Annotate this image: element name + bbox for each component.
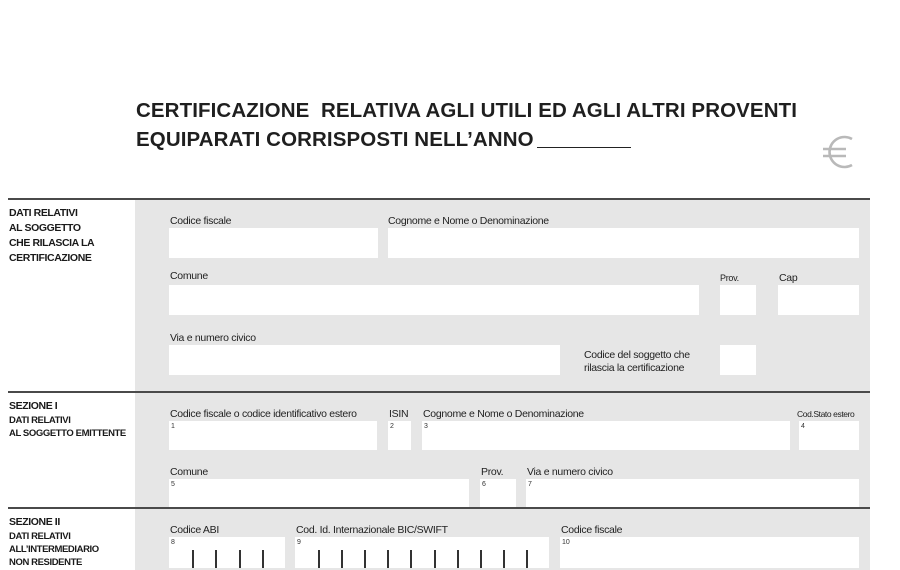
label-cognome-nome: Cognome e Nome o Denominazione [388, 215, 549, 227]
cell-separator [434, 550, 436, 568]
field-number: 4 [801, 423, 805, 430]
label-cap: Cap [779, 272, 798, 284]
label-cognome-nome-emittente: Cognome e Nome o Denominazione [423, 408, 584, 420]
input-codice-fiscale-intermediario[interactable] [560, 537, 859, 568]
input-cognome-nome-emittente[interactable] [422, 421, 790, 450]
form-title-line-1: CERTIFICAZIONE RELATIVA AGLI UTILI ED AGLI ALTRI PROVENTI [136, 99, 798, 122]
input-cognome-nome[interactable] [388, 228, 859, 258]
field-number: 5 [171, 481, 175, 488]
input-codice-abi[interactable] [169, 537, 285, 568]
cell-separator [318, 550, 320, 568]
section-issuer-label [9, 206, 94, 266]
label-isin: ISIN [389, 408, 409, 420]
cell-separator [457, 550, 459, 568]
cell-separator [239, 550, 241, 568]
field-number: 3 [424, 423, 428, 430]
input-comune[interactable] [169, 285, 699, 315]
label-codice-fiscale-intermediario: Codice fiscale [561, 524, 623, 536]
label-line: AL SOGGETTO [9, 222, 81, 234]
field-number: 9 [297, 539, 301, 546]
cell-separator [215, 550, 217, 568]
field-number: 1 [171, 423, 175, 430]
section-1-label [9, 399, 126, 440]
input-prov[interactable] [720, 285, 756, 315]
euro-icon [820, 130, 860, 174]
input-codice-fiscale-estero[interactable] [169, 421, 377, 450]
label-codice-fiscale: Codice fiscale [170, 215, 232, 227]
cell-separator [364, 550, 366, 568]
label-bic-swift: Cod. Id. Internazionale BIC/SWIFT [296, 524, 448, 536]
input-comune-emittente[interactable] [169, 479, 469, 507]
field-number: 6 [482, 481, 486, 488]
label-comune: Comune [170, 270, 208, 282]
label-line: CERTIFICAZIONE [9, 252, 92, 264]
label-codice-fiscale-estero: Codice fiscale o codice identificativo estero [170, 408, 357, 420]
cell-separator [387, 550, 389, 568]
cell-separator [262, 550, 264, 568]
input-cap[interactable] [778, 285, 859, 315]
cell-separator [192, 550, 194, 568]
input-prov-emittente[interactable] [480, 479, 516, 507]
form-title-line-2: EQUIPARATI CORRISPOSTI NELL’ANNO [136, 128, 534, 151]
field-number: 2 [390, 423, 394, 430]
label-line: DATI RELATIVI [9, 415, 71, 426]
input-cod-stato-estero[interactable] [799, 421, 859, 450]
label-prov: Prov. [720, 273, 739, 283]
cell-separator [480, 550, 482, 568]
label-codice-abi: Codice ABI [170, 524, 219, 536]
input-via[interactable] [169, 345, 560, 375]
label-codice-soggetto: Codice del soggetto che rilascia la certificazione [584, 349, 690, 374]
cell-separator [526, 550, 528, 568]
year-blank-line [537, 147, 631, 148]
field-number: 10 [562, 539, 570, 546]
input-codice-soggetto[interactable] [720, 345, 756, 375]
label-line: NON RESIDENTE [9, 557, 82, 568]
label-comune-emittente: Comune [170, 466, 208, 478]
label-line: DATI RELATIVI [9, 531, 71, 542]
section-title: SEZIONE II [9, 516, 60, 528]
label-via: Via e numero civico [170, 332, 256, 344]
label-line: ALL’INTERMEDIARIO [9, 544, 99, 555]
label-line: CHE RILASCIA LA [9, 237, 95, 249]
section-title: SEZIONE I [9, 400, 58, 412]
label-cod-stato-estero: Cod.Stato estero [797, 409, 855, 419]
input-via-emittente[interactable] [526, 479, 859, 507]
label-via-emittente: Via e numero civico [527, 466, 613, 478]
label-line: DATI RELATIVI [9, 207, 78, 219]
input-isin[interactable] [388, 421, 411, 450]
section-2-label [9, 515, 99, 569]
field-number: 7 [528, 481, 532, 488]
field-number: 8 [171, 539, 175, 546]
cell-separator [410, 550, 412, 568]
cell-separator [503, 550, 505, 568]
input-bic-swift[interactable] [295, 537, 549, 568]
label-prov-emittente: Prov. [481, 466, 504, 478]
label-line: AL SOGGETTO EMITTENTE [9, 428, 126, 439]
cell-separator [341, 550, 343, 568]
input-codice-fiscale[interactable] [169, 228, 378, 258]
